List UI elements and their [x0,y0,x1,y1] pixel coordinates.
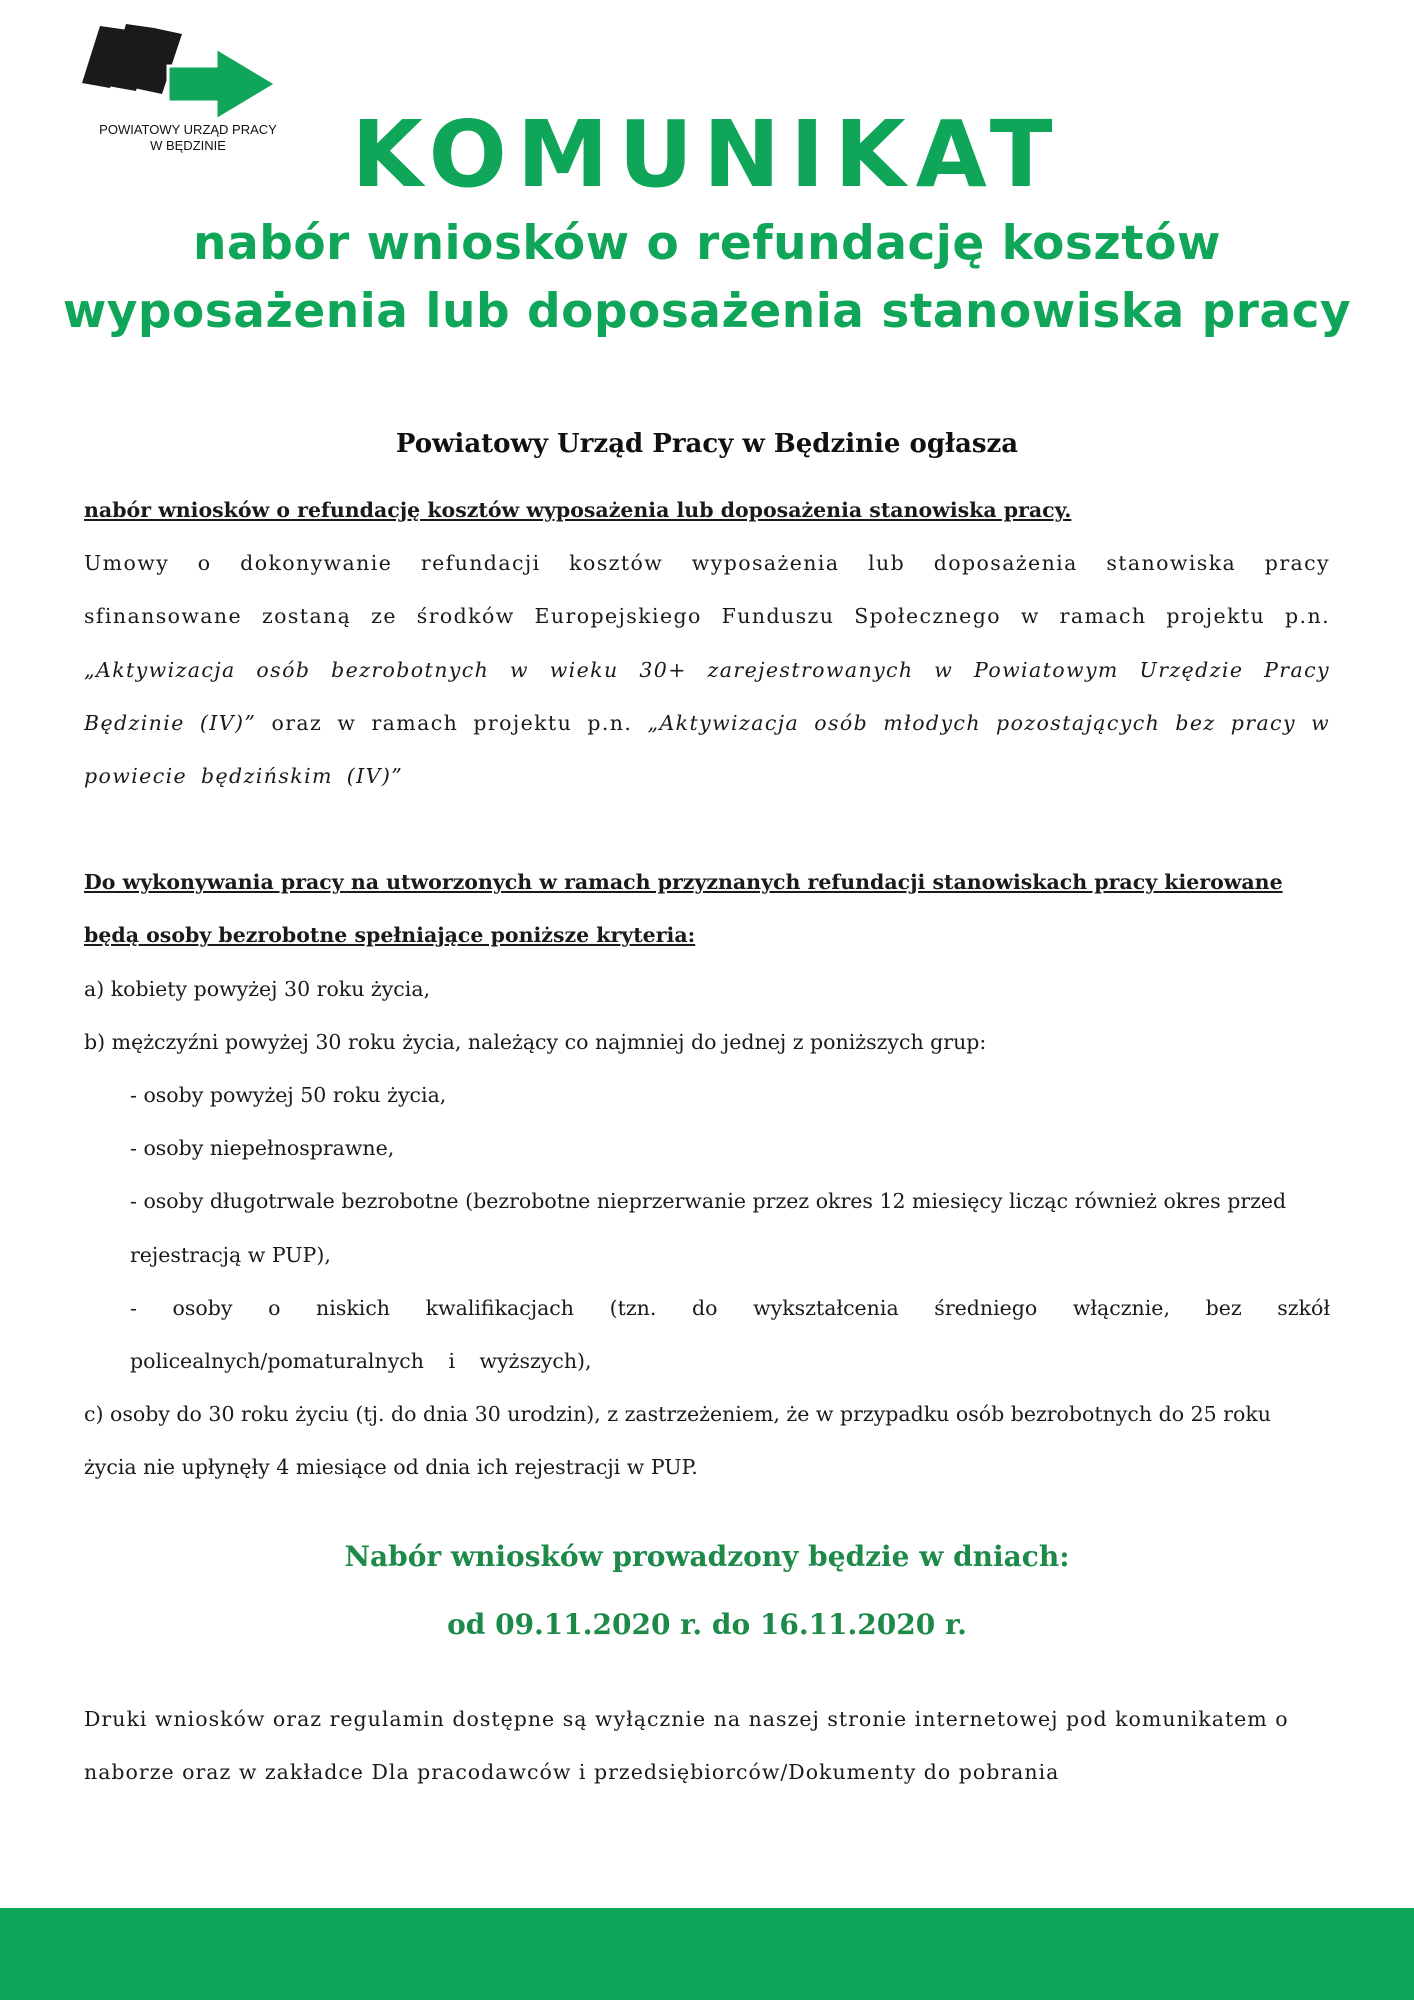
criteria-c: c) osoby do 30 roku życiu (tj. do dnia 30 urodzin), z zastrzeżeniem, że w przypadku osób bezrobotnych do 25 roku życia nie upłynęły 4 miesiące od dnia ich rejestracji w PUP. [84,1402,1271,1480]
dates-heading: Nabór wniosków prowadzony będzie w dniach: [344,1540,1070,1573]
logo-line-1: POWIATOWY URZĄD PRACY [99,122,277,137]
criteria-b: b) mężczyźni powyżej 30 roku życia, należący co najmniej do jednej z poniższych grup: [84,1029,987,1054]
documents-info [84,1693,1330,1799]
subheadline-line-2: wyposażenia lub doposażenia stanowiska pracy [62,284,1352,339]
announcement-title: Powiatowy Urząd Pracy w Będzinie ogłasza [395,429,1019,459]
subheadline-line-1: nabór wniosków o refundację kosztów [193,216,1221,271]
subheadline [30,210,1384,346]
logo-line-2: W BĘDZINIE [150,138,226,153]
application-dates [0,1535,1414,1647]
criteria-heading: Do wykonywania pracy na utworzonych w ramach przyznanych refundacji stanowiskach pracy kierowane będą osoby bezrobotne spełniające poniższe kryteria: [84,870,1283,948]
intro-text: Umowy o dokonywanie refundacji kosztów wyposażenia lub doposażenia stanowiska pracy sfinansowane zostaną ze środków Europejskiego Funduszu Społecznego w ramach projektu p.n. [84,551,1330,629]
footer-green-bar [0,1908,1414,2000]
criteria-a: a) kobiety powyżej 30 roku życia, [84,976,431,1001]
headline: KOMUNIKAT [351,101,1063,208]
dates-range: od 09.11.2020 r. do 16.11.2020 r. [447,1608,967,1641]
project-1-name: „Aktywizacja osób bezrobotnych w wieku 30+ zarejestrowanych w Powiatowym Urzędzie Pracy Będzinie (IV)” [84,657,1330,735]
project-2-name: „Aktywizacja osób młodych pozostających bez pracy w powiecie będzińskim (IV)” [84,710,1331,789]
intro-underlined: nabór wniosków o refundację kosztów wyposażenia lub doposażenia stanowiska pracy. [84,498,1072,522]
intro-mid: oraz w ramach projektu p.n. [271,710,633,735]
intro-paragraph [84,537,1330,803]
criteria-b-item: - osoby niepełnosprawne, [130,1136,395,1161]
criteria-b-item: - osoby o niskich kwalifikacjach (tzn. do wykształcenia średniego włącznie, bez szkół policealnych/pomaturalnych i wyższych), [130,1295,1330,1374]
criteria-b-item: - osoby powyżej 50 roku życia, [130,1083,447,1108]
criteria-b-item: - osoby długotrwale bezrobotne (bezrobotne nieprzerwanie przez okres 12 miesięcy licząc również okres przed rejestracją w PUP), [130,1189,1287,1267]
documents-info-text: Druki wniosków oraz regulamin dostępne są wyłącznie na naszej stronie internetowej pod komunikatem o naborze oraz w zakładce Dla pracodawców i przedsiębiorców/Dokumenty do pobrania [84,1707,1289,1785]
announcement-body [84,484,1330,1495]
